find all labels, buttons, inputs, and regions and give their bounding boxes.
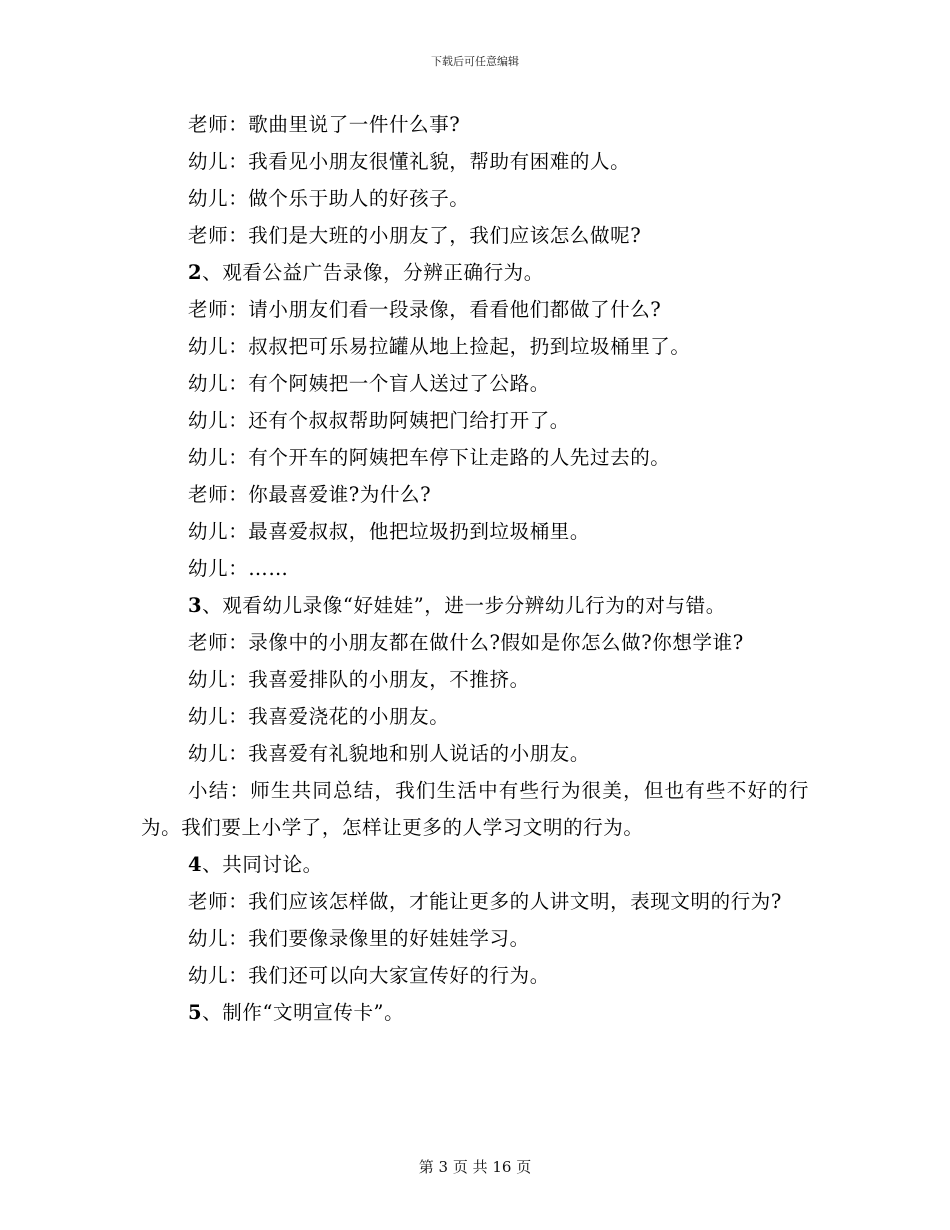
dialogue-line: 幼儿：最喜爱叔叔，他把垃圾扔到垃圾桶里。 <box>188 520 591 543</box>
dialogue-line: 幼儿：…… <box>188 557 289 580</box>
dialogue-line: 幼儿：有个开车的阿姨把车停下让走路的人先过去的。 <box>188 446 671 469</box>
section-title: 、制作“文明宣传卡”。 <box>202 1001 405 1024</box>
dialogue-line: 幼儿：我喜爱浇花的小朋友。 <box>188 705 450 728</box>
question-paragraph: 老师：我们应该怎样做，才能让更多的人讲文明，表现文明的行为? <box>188 890 782 913</box>
section-title: 、观看幼儿录像“好娃娃”，进一步分辨幼儿行为的对与错。 <box>202 594 726 617</box>
dialogue-line: 幼儿：我们还可以向大家宣传好的行为。 <box>188 964 550 987</box>
dialogue-line: 老师：我们是大班的小朋友了，我们应该怎么做呢? <box>188 224 642 247</box>
section-number: 3 <box>188 594 203 617</box>
section-heading-4 <box>141 846 809 883</box>
section-title: 、共同讨论。 <box>202 853 323 876</box>
section-title: 、观看公益广告录像，分辨正确行为。 <box>202 261 544 284</box>
dialogue-line: 老师：录像中的小朋友都在做什么?假如是你怎么做?你想学谁? <box>188 631 744 654</box>
dialogue-line: 老师：请小朋友们看一段录像，看看他们都做了什么? <box>188 298 662 321</box>
summary-paragraph: 小结：师生共同总结，我们生活中有些行为很美，但也有些不好的行为。我们要上小学了，怎样让更多的人学习文明的行为。 <box>141 779 809 839</box>
document-body <box>141 106 809 1031</box>
dialogue-line: 老师：你最喜爱谁?为什么? <box>188 483 432 506</box>
dialogue-line: 幼儿：还有个叔叔帮助阿姨把门给打开了。 <box>188 409 570 432</box>
dialogue-line: 幼儿：有个阿姨把一个盲人送过了公路。 <box>188 372 550 395</box>
section-number: 4 <box>188 853 203 876</box>
page-header-note: 下载后可任意编辑 <box>431 55 519 68</box>
dialogue-line: 幼儿：叔叔把可乐易拉罐从地上捡起，扔到垃圾桶里了。 <box>188 335 691 358</box>
dialogue-line: 幼儿：我们要像录像里的好娃娃学习。 <box>188 927 530 950</box>
dialogue-line: 幼儿：我喜爱有礼貌地和别人说话的小朋友。 <box>188 742 591 765</box>
section-heading-2 <box>141 254 809 291</box>
page-number: 第 3 页 共 16 页 <box>418 1158 532 1176</box>
dialogue-line: 幼儿：我看见小朋友很懂礼貌，帮助有困难的人。 <box>188 150 631 173</box>
section-heading-5 <box>141 994 809 1031</box>
section-number: 2 <box>188 261 203 284</box>
dialogue-line: 老师：歌曲里说了一件什么事? <box>188 113 461 136</box>
section-heading-3 <box>141 587 809 624</box>
section-number: 5 <box>188 1001 203 1024</box>
dialogue-line: 幼儿：我喜爱排队的小朋友，不推挤。 <box>188 668 530 691</box>
dialogue-line: 幼儿：做个乐于助人的好孩子。 <box>188 187 470 210</box>
